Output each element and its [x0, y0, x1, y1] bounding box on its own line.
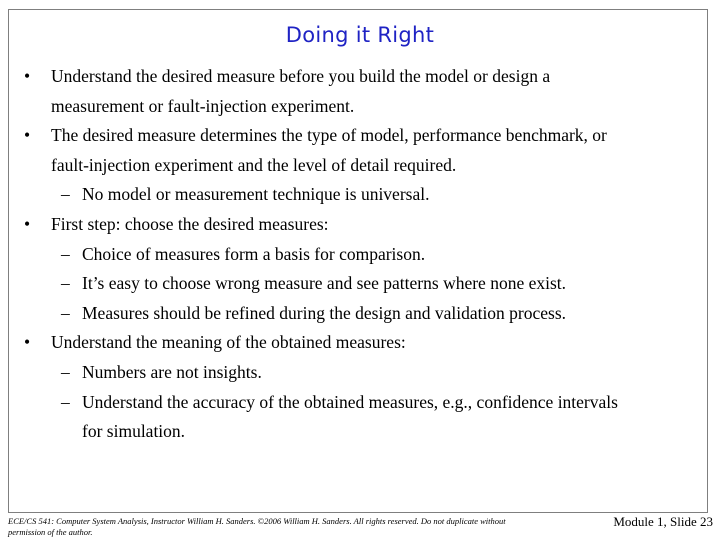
bullet-text: First step: choose the desired measures: [51, 214, 329, 234]
dash-icon: – [61, 184, 70, 205]
footer-copyright-line-2: permission of the author. [8, 527, 93, 537]
dash-icon: – [61, 302, 70, 323]
dash-icon: – [61, 362, 70, 382]
bullet-icon: • [24, 125, 31, 146]
bullet-text: Understand the desired measure before you build the model or design a [51, 66, 551, 86]
bullet-text: Measures should be refined during the design and validation process. [82, 302, 567, 323]
bullet-text: It’s easy to choose wrong measure and see patterns where none exist. [82, 273, 567, 294]
bullet-text: No model or measurement technique is universal. [82, 184, 430, 205]
dash-icon: – [61, 391, 70, 412]
dash-icon: – [61, 243, 70, 264]
bullet-text: fault-injection experiment and the level of detail required. [51, 154, 457, 175]
bullet-text: Understand the accuracy of the obtained measures, e.g., confidence intervals [82, 391, 618, 412]
footer-copyright-line-1: ECE/CS 541: Computer System Analysis, Instructor William H. Sanders. ©2006 William H. Sanders. All rights reserved. Do not duplicate without [8, 516, 506, 526]
dash-icon: – [61, 273, 70, 294]
bullet-text: Choice of measures form a basis for comparison. [82, 243, 426, 264]
bullet-icon: • [24, 66, 31, 86]
bullet-text: Understand the meaning of the obtained measures: [51, 332, 406, 353]
bullet-text: The desired measure determines the type of model, performance benchmark, or [51, 125, 607, 146]
slide-title: Doing it Right [285, 23, 435, 47]
bullet-text: Numbers are not insights. [82, 362, 262, 382]
bullet-text: measurement or fault-injection experiment. [51, 95, 355, 116]
slide-number: Module 1, Slide 23 [613, 514, 713, 529]
footer-copyright [8, 516, 568, 538]
bullet-icon: • [24, 332, 31, 353]
bullet-text: for simulation. [82, 421, 186, 442]
bullet-icon: • [24, 214, 31, 234]
